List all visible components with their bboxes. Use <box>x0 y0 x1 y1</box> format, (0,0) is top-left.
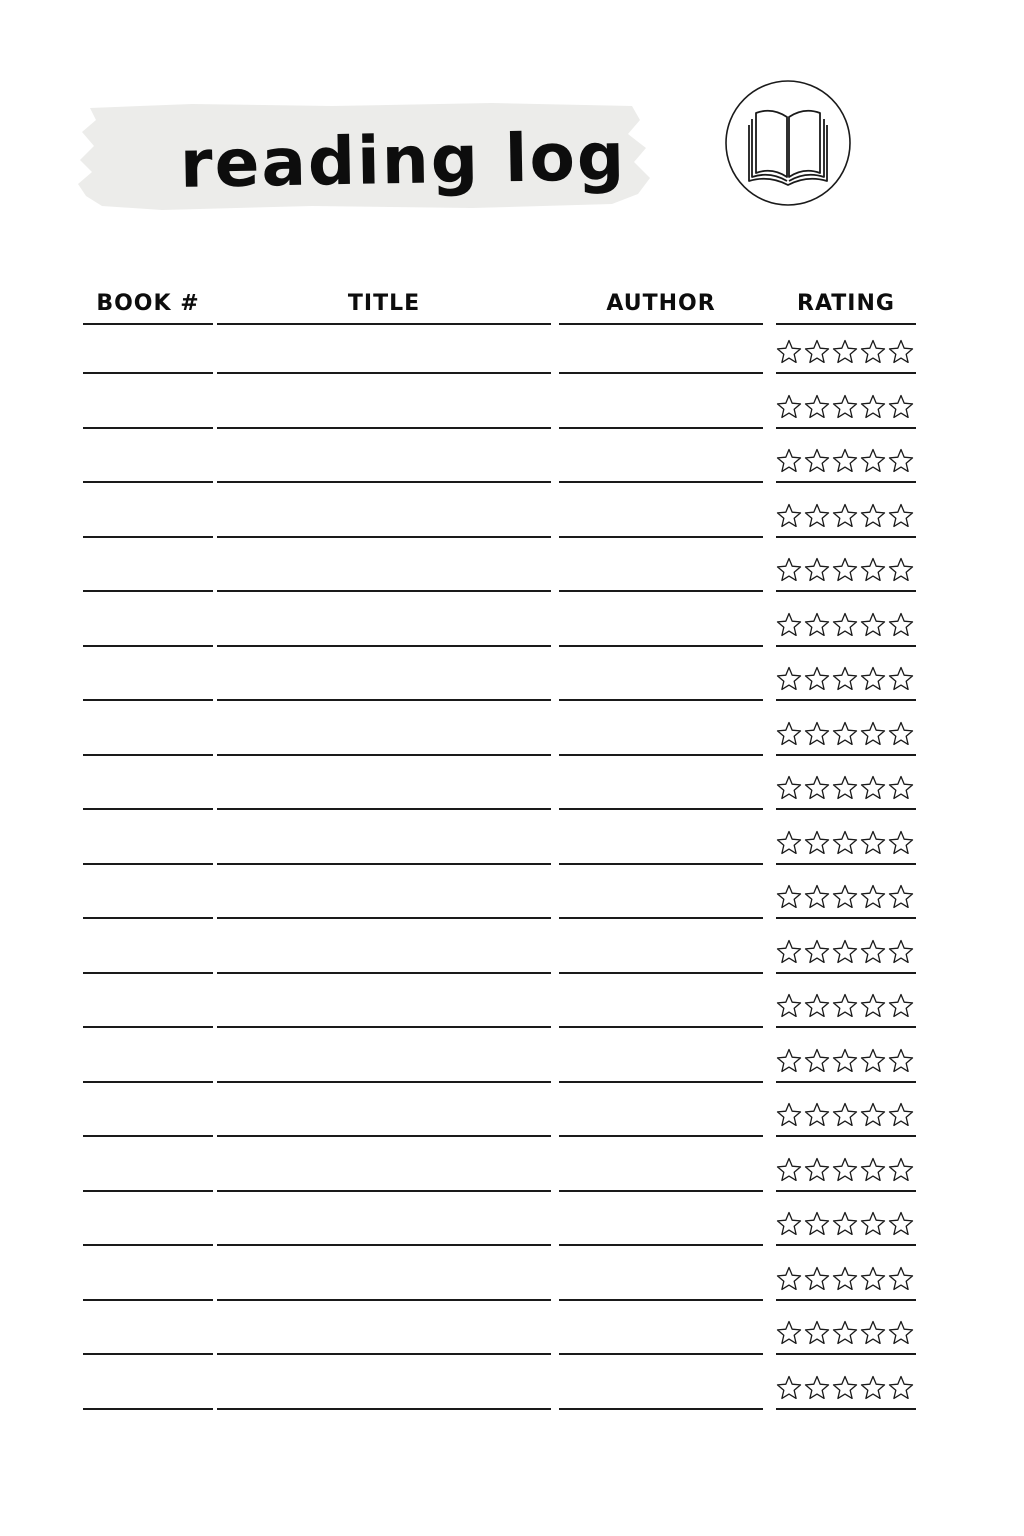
header-underline-title <box>217 323 551 325</box>
star-icon[interactable] <box>887 1265 915 1293</box>
star-icon[interactable] <box>775 1101 803 1129</box>
row-20-rating-line[interactable] <box>776 1408 916 1410</box>
row-18-star-rating[interactable] <box>775 1265 915 1295</box>
star-icon[interactable] <box>859 774 887 802</box>
star-icon[interactable] <box>831 611 859 639</box>
row-20-book-number-line[interactable] <box>83 1408 213 1410</box>
row-9-rating-line[interactable] <box>776 808 916 810</box>
star-icon[interactable] <box>859 1047 887 1075</box>
row-12-rating-line[interactable] <box>776 972 916 974</box>
star-icon[interactable] <box>803 1265 831 1293</box>
row-6-star-rating[interactable] <box>775 611 915 641</box>
row-2-star-rating[interactable] <box>775 393 915 423</box>
row-2-title-line[interactable] <box>217 427 551 429</box>
row-16-rating-line[interactable] <box>776 1190 916 1192</box>
star-icon[interactable] <box>831 774 859 802</box>
star-icon[interactable] <box>831 1319 859 1347</box>
row-17-book-number-line[interactable] <box>83 1244 213 1246</box>
star-icon[interactable] <box>803 938 831 966</box>
star-icon[interactable] <box>831 720 859 748</box>
star-icon[interactable] <box>887 829 915 857</box>
row-7-book-number-line[interactable] <box>83 699 213 701</box>
row-18-book-number-line[interactable] <box>83 1299 213 1301</box>
row-5-title-line[interactable] <box>217 590 551 592</box>
star-icon[interactable] <box>775 1047 803 1075</box>
star-icon[interactable] <box>775 447 803 475</box>
star-icon[interactable] <box>831 829 859 857</box>
row-9-book-number-line[interactable] <box>83 808 213 810</box>
star-icon[interactable] <box>803 1319 831 1347</box>
row-18-author-line[interactable] <box>559 1299 763 1301</box>
row-13-rating-line[interactable] <box>776 1026 916 1028</box>
row-4-book-number-line[interactable] <box>83 536 213 538</box>
row-17-author-line[interactable] <box>559 1244 763 1246</box>
star-icon[interactable] <box>859 447 887 475</box>
row-8-book-number-line[interactable] <box>83 754 213 756</box>
star-icon[interactable] <box>775 1319 803 1347</box>
row-15-book-number-line[interactable] <box>83 1135 213 1137</box>
star-icon[interactable] <box>887 774 915 802</box>
row-9-star-rating[interactable] <box>775 774 915 804</box>
star-icon[interactable] <box>859 1210 887 1238</box>
star-icon[interactable] <box>859 938 887 966</box>
row-14-rating-line[interactable] <box>776 1081 916 1083</box>
star-icon[interactable] <box>859 502 887 530</box>
header-underline-book-number <box>83 323 213 325</box>
row-12-author-line[interactable] <box>559 972 763 974</box>
star-icon[interactable] <box>887 556 915 584</box>
row-12-title-line[interactable] <box>217 972 551 974</box>
star-icon[interactable] <box>887 938 915 966</box>
star-icon[interactable] <box>887 1156 915 1184</box>
row-14-title-line[interactable] <box>217 1081 551 1083</box>
star-icon[interactable] <box>887 1319 915 1347</box>
row-9-author-line[interactable] <box>559 808 763 810</box>
row-2-rating-line[interactable] <box>776 427 916 429</box>
star-icon[interactable] <box>803 1374 831 1402</box>
row-14-star-rating[interactable] <box>775 1047 915 1077</box>
star-icon[interactable] <box>775 665 803 693</box>
star-icon[interactable] <box>803 393 831 421</box>
star-icon[interactable] <box>775 502 803 530</box>
row-5-rating-line[interactable] <box>776 590 916 592</box>
star-icon[interactable] <box>803 338 831 366</box>
header-underline-rating <box>776 323 916 325</box>
star-icon[interactable] <box>859 1319 887 1347</box>
star-icon[interactable] <box>859 992 887 1020</box>
row-16-star-rating[interactable] <box>775 1156 915 1186</box>
star-icon[interactable] <box>859 393 887 421</box>
row-8-star-rating[interactable] <box>775 720 915 750</box>
star-icon[interactable] <box>803 611 831 639</box>
row-19-author-line[interactable] <box>559 1353 763 1355</box>
star-icon[interactable] <box>887 393 915 421</box>
star-icon[interactable] <box>831 556 859 584</box>
row-17-star-rating[interactable] <box>775 1210 915 1240</box>
row-9-title-line[interactable] <box>217 808 551 810</box>
star-icon[interactable] <box>831 447 859 475</box>
star-icon[interactable] <box>831 883 859 911</box>
row-3-book-number-line[interactable] <box>83 481 213 483</box>
header-underline-author <box>559 323 763 325</box>
row-19-title-line[interactable] <box>217 1353 551 1355</box>
star-icon[interactable] <box>831 665 859 693</box>
row-11-book-number-line[interactable] <box>83 917 213 919</box>
row-12-star-rating[interactable] <box>775 938 915 968</box>
star-icon[interactable] <box>831 393 859 421</box>
star-icon[interactable] <box>859 611 887 639</box>
row-1-author-line[interactable] <box>559 372 763 374</box>
star-icon[interactable] <box>887 502 915 530</box>
row-3-author-line[interactable] <box>559 481 763 483</box>
row-11-title-line[interactable] <box>217 917 551 919</box>
row-18-rating-line[interactable] <box>776 1299 916 1301</box>
row-5-author-line[interactable] <box>559 590 763 592</box>
row-1-title-line[interactable] <box>217 372 551 374</box>
row-11-author-line[interactable] <box>559 917 763 919</box>
star-icon[interactable] <box>775 720 803 748</box>
row-15-rating-line[interactable] <box>776 1135 916 1137</box>
star-icon[interactable] <box>859 1101 887 1129</box>
row-19-book-number-line[interactable] <box>83 1353 213 1355</box>
row-10-title-line[interactable] <box>217 863 551 865</box>
star-icon[interactable] <box>831 1210 859 1238</box>
star-icon[interactable] <box>859 829 887 857</box>
star-icon[interactable] <box>859 556 887 584</box>
row-8-rating-line[interactable] <box>776 754 916 756</box>
star-icon[interactable] <box>803 502 831 530</box>
row-5-star-rating[interactable] <box>775 556 915 586</box>
row-17-title-line[interactable] <box>217 1244 551 1246</box>
star-icon[interactable] <box>859 1265 887 1293</box>
star-icon[interactable] <box>859 1156 887 1184</box>
row-8-title-line[interactable] <box>217 754 551 756</box>
star-icon[interactable] <box>831 1047 859 1075</box>
star-icon[interactable] <box>803 992 831 1020</box>
row-14-book-number-line[interactable] <box>83 1081 213 1083</box>
row-20-title-line[interactable] <box>217 1408 551 1410</box>
row-7-author-line[interactable] <box>559 699 763 701</box>
row-6-title-line[interactable] <box>217 645 551 647</box>
star-icon[interactable] <box>803 829 831 857</box>
star-icon[interactable] <box>887 665 915 693</box>
row-3-title-line[interactable] <box>217 481 551 483</box>
row-6-book-number-line[interactable] <box>83 645 213 647</box>
star-icon[interactable] <box>775 611 803 639</box>
row-2-author-line[interactable] <box>559 427 763 429</box>
star-icon[interactable] <box>775 774 803 802</box>
row-10-star-rating[interactable] <box>775 829 915 859</box>
row-15-author-line[interactable] <box>559 1135 763 1137</box>
star-icon[interactable] <box>859 1374 887 1402</box>
star-icon[interactable] <box>831 1265 859 1293</box>
row-2-book-number-line[interactable] <box>83 427 213 429</box>
star-icon[interactable] <box>803 720 831 748</box>
star-icon[interactable] <box>887 1101 915 1129</box>
row-8-author-line[interactable] <box>559 754 763 756</box>
star-icon[interactable] <box>831 1374 859 1402</box>
row-4-title-line[interactable] <box>217 536 551 538</box>
star-icon[interactable] <box>775 1156 803 1184</box>
row-19-star-rating[interactable] <box>775 1319 915 1349</box>
column-header-title: TITLE <box>347 291 421 316</box>
row-4-rating-line[interactable] <box>776 536 916 538</box>
star-icon[interactable] <box>887 1047 915 1075</box>
row-16-title-line[interactable] <box>217 1190 551 1192</box>
row-12-book-number-line[interactable] <box>83 972 213 974</box>
row-19-rating-line[interactable] <box>776 1353 916 1355</box>
star-icon[interactable] <box>887 611 915 639</box>
star-icon[interactable] <box>831 1156 859 1184</box>
star-icon[interactable] <box>803 556 831 584</box>
page-title: reading log <box>179 118 627 203</box>
star-icon[interactable] <box>887 338 915 366</box>
row-10-book-number-line[interactable] <box>83 863 213 865</box>
row-20-author-line[interactable] <box>559 1408 763 1410</box>
star-icon[interactable] <box>803 883 831 911</box>
star-icon[interactable] <box>887 720 915 748</box>
row-1-star-rating[interactable] <box>775 338 915 368</box>
star-icon[interactable] <box>803 1210 831 1238</box>
row-4-author-line[interactable] <box>559 536 763 538</box>
star-icon[interactable] <box>831 1101 859 1129</box>
row-13-author-line[interactable] <box>559 1026 763 1028</box>
star-icon[interactable] <box>887 1210 915 1238</box>
row-13-star-rating[interactable] <box>775 992 915 1022</box>
star-icon[interactable] <box>859 665 887 693</box>
star-icon[interactable] <box>775 393 803 421</box>
star-icon[interactable] <box>775 938 803 966</box>
row-6-author-line[interactable] <box>559 645 763 647</box>
star-icon[interactable] <box>803 1047 831 1075</box>
star-icon[interactable] <box>887 992 915 1020</box>
row-3-rating-line[interactable] <box>776 481 916 483</box>
star-icon[interactable] <box>831 338 859 366</box>
row-10-author-line[interactable] <box>559 863 763 865</box>
star-icon[interactable] <box>803 1156 831 1184</box>
row-13-book-number-line[interactable] <box>83 1026 213 1028</box>
row-1-rating-line[interactable] <box>776 372 916 374</box>
row-20-star-rating[interactable] <box>775 1374 915 1404</box>
star-icon[interactable] <box>859 338 887 366</box>
star-icon[interactable] <box>887 1374 915 1402</box>
row-6-rating-line[interactable] <box>776 645 916 647</box>
row-16-author-line[interactable] <box>559 1190 763 1192</box>
star-icon[interactable] <box>859 883 887 911</box>
star-icon[interactable] <box>831 992 859 1020</box>
star-icon[interactable] <box>775 338 803 366</box>
star-icon[interactable] <box>859 720 887 748</box>
row-18-title-line[interactable] <box>217 1299 551 1301</box>
star-icon[interactable] <box>775 1374 803 1402</box>
row-7-rating-line[interactable] <box>776 699 916 701</box>
column-header-author: AUTHOR <box>606 291 716 316</box>
row-7-star-rating[interactable] <box>775 665 915 695</box>
column-header-rating: RATING <box>797 291 895 316</box>
row-1-book-number-line[interactable] <box>83 372 213 374</box>
star-icon[interactable] <box>831 502 859 530</box>
row-15-title-line[interactable] <box>217 1135 551 1137</box>
row-4-star-rating[interactable] <box>775 502 915 532</box>
star-icon[interactable] <box>831 938 859 966</box>
row-5-book-number-line[interactable] <box>83 590 213 592</box>
star-icon[interactable] <box>775 992 803 1020</box>
row-13-title-line[interactable] <box>217 1026 551 1028</box>
row-11-rating-line[interactable] <box>776 917 916 919</box>
star-icon[interactable] <box>775 883 803 911</box>
star-icon[interactable] <box>803 665 831 693</box>
star-icon[interactable] <box>775 1210 803 1238</box>
star-icon[interactable] <box>803 1101 831 1129</box>
star-icon[interactable] <box>803 774 831 802</box>
star-icon[interactable] <box>803 447 831 475</box>
row-10-rating-line[interactable] <box>776 863 916 865</box>
star-icon[interactable] <box>775 829 803 857</box>
star-icon[interactable] <box>775 1265 803 1293</box>
star-icon[interactable] <box>775 556 803 584</box>
row-11-star-rating[interactable] <box>775 883 915 913</box>
row-16-book-number-line[interactable] <box>83 1190 213 1192</box>
column-header-book-number: BOOK # <box>96 291 200 316</box>
row-7-title-line[interactable] <box>217 699 551 701</box>
star-icon[interactable] <box>887 883 915 911</box>
row-14-author-line[interactable] <box>559 1081 763 1083</box>
star-icon[interactable] <box>887 447 915 475</box>
row-17-rating-line[interactable] <box>776 1244 916 1246</box>
row-15-star-rating[interactable] <box>775 1101 915 1131</box>
row-3-star-rating[interactable] <box>775 447 915 477</box>
